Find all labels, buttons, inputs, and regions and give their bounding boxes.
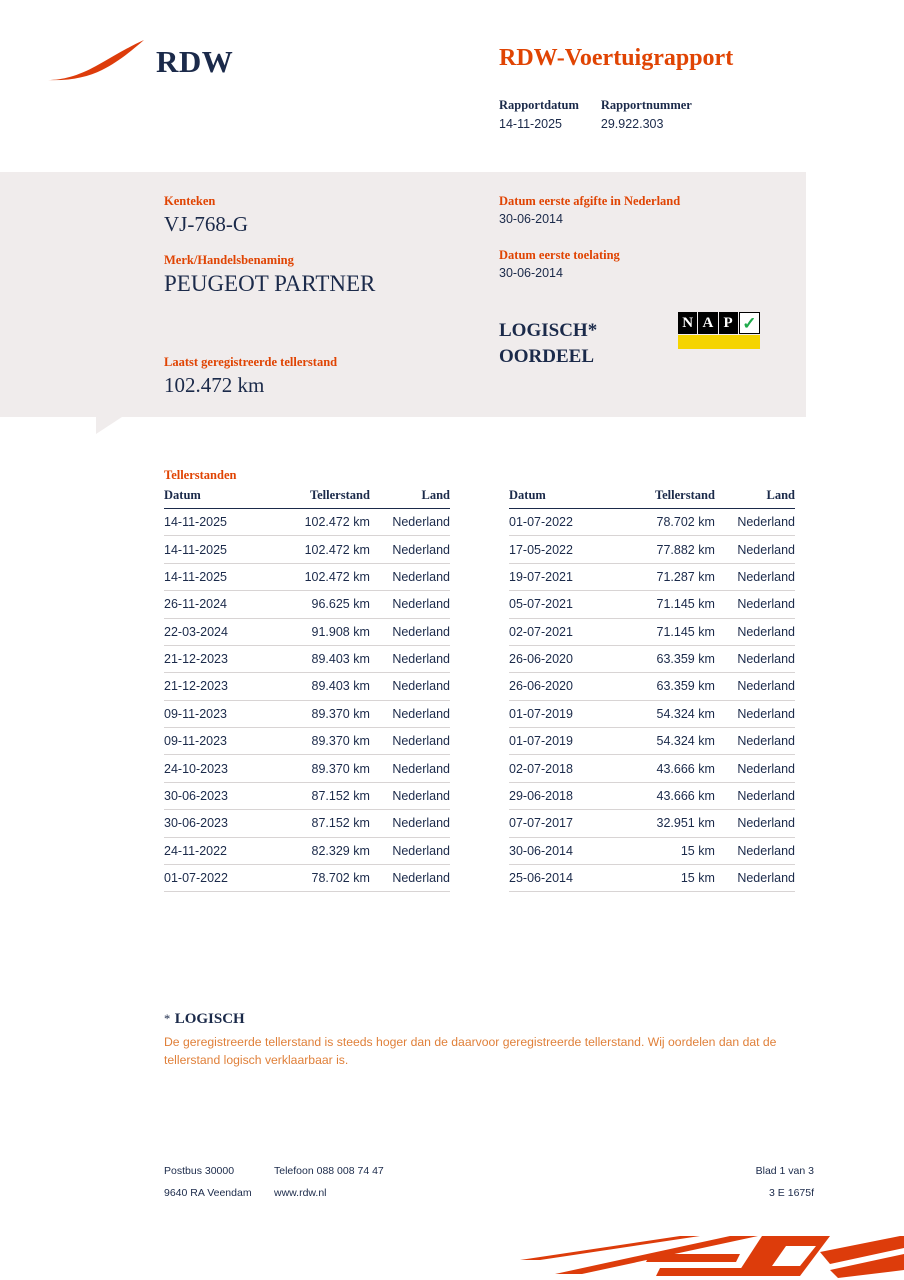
cell-land: Nederland [370,864,450,891]
cell-datum: 02-07-2021 [509,618,623,645]
table-row [164,591,450,618]
footer-plaats: 9640 RA Veendam [164,1187,252,1199]
footer-telefoon: Telefoon 088 008 74 47 [274,1165,384,1177]
eerste-afgifte-value: 30-06-2014 [499,212,563,226]
cell-tellerstand: 82.329 km [278,837,370,864]
laatst-tellerstand-block [164,355,337,398]
table-row [164,673,450,700]
table-body-left [164,509,450,892]
cell-land: Nederland [715,810,795,837]
table-row [164,755,450,782]
table-row [509,810,795,837]
cell-datum: 09-11-2023 [164,728,278,755]
document-header [0,0,904,172]
cell-tellerstand: 54.324 km [623,700,715,727]
cell-land: Nederland [370,782,450,809]
cell-tellerstand: 32.951 km [623,810,715,837]
cell-tellerstand: 15 km [623,837,715,864]
rapportdatum-value: 14-11-2025 [499,117,563,131]
rapportnummer-block [601,98,692,131]
table-header-row [509,488,795,509]
cell-tellerstand: 87.152 km [278,810,370,837]
nap-letter-a: A [698,312,717,334]
logisch-footnote [164,1010,824,1069]
cell-datum: 21-12-2023 [164,645,278,672]
footer-decorative-stripes [500,1230,904,1280]
table-row [164,810,450,837]
cell-datum: 22-03-2024 [164,618,278,645]
kenteken-label: Kenteken [164,194,216,208]
laatst-tellerstand-value: 102.472 km [164,373,265,397]
table-row [509,673,795,700]
cell-land: Nederland [715,782,795,809]
cell-land: Nederland [715,509,795,536]
kenteken-value: VJ-768-G [164,212,248,236]
cell-land: Nederland [715,618,795,645]
oordeel-line-2: OORDEEL [499,345,595,367]
rapportnummer-value: 29.922.303 [600,117,664,131]
rdw-flame-logo-icon [44,36,152,88]
rdw-logo [44,36,233,88]
table-row [164,864,450,891]
cell-datum: 17-05-2022 [509,536,623,563]
cell-datum: 01-07-2022 [509,509,623,536]
cell-land: Nederland [715,536,795,563]
cell-tellerstand: 77.882 km [623,536,715,563]
cell-tellerstand: 89.370 km [278,700,370,727]
cell-land: Nederland [715,591,795,618]
cell-tellerstand: 78.702 km [623,509,715,536]
cell-tellerstand: 71.287 km [623,563,715,590]
cell-datum: 14-11-2025 [164,536,278,563]
cell-land: Nederland [370,700,450,727]
table-row [509,728,795,755]
nap-badge [678,312,760,350]
table-row [509,536,795,563]
footnote-asterisk: * [164,1012,171,1026]
cell-land: Nederland [370,509,450,536]
eerste-toelating-label: Datum eerste toelating [499,248,620,262]
cell-datum: 14-11-2025 [164,509,278,536]
cell-land: Nederland [715,700,795,727]
table-row [509,837,795,864]
column-header-datum: Datum [509,488,623,509]
cell-datum: 07-07-2017 [509,810,623,837]
cell-datum: 29-06-2018 [509,782,623,809]
page-footer [0,1165,904,1209]
table-row [509,563,795,590]
table-row [509,591,795,618]
oordeel-block [499,318,597,369]
table-row [509,864,795,891]
merk-value: PEUGEOT PARTNER [164,271,376,296]
cell-tellerstand: 54.324 km [623,728,715,755]
cell-datum: 24-10-2023 [164,755,278,782]
cell-datum: 25-06-2014 [509,864,623,891]
table-row [164,563,450,590]
cell-tellerstand: 78.702 km [278,864,370,891]
tellerstanden-title: Tellerstanden [164,468,237,482]
eerste-afgifte-label: Datum eerste afgifte in Nederland [499,194,681,208]
table-row [164,645,450,672]
cell-land: Nederland [715,837,795,864]
cell-land: Nederland [370,755,450,782]
oordeel-line-1: LOGISCH* [499,320,598,341]
footnote-text: De geregistreerde tellerstand is steeds hoger dan de daarvoor geregistreerde tellerstand. Wij oordelen dan dat de tellerstand logisch verklaarbaar is. [164,1035,777,1067]
table-row [164,782,450,809]
cell-datum: 24-11-2022 [164,837,278,864]
cell-tellerstand: 71.145 km [623,591,715,618]
cell-datum: 09-11-2023 [164,700,278,727]
cell-datum: 21-12-2023 [164,673,278,700]
table-row [509,755,795,782]
cell-land: Nederland [370,591,450,618]
rapportdatum-label: Rapportdatum [499,98,579,112]
rapportdatum-block [499,98,579,131]
cell-datum: 02-07-2018 [509,755,623,782]
cell-tellerstand: 102.472 km [278,563,370,590]
nap-letter-p: P [719,312,738,334]
cell-land: Nederland [370,837,450,864]
table-row [164,618,450,645]
cell-land: Nederland [715,563,795,590]
summary-right-column [499,194,799,280]
table-row [164,837,450,864]
cell-datum: 01-07-2019 [509,728,623,755]
report-meta [499,98,714,131]
cell-datum: 30-06-2023 [164,782,278,809]
table-row [509,782,795,809]
check-mark-icon: ✓ [739,312,760,334]
cell-tellerstand: 89.370 km [278,755,370,782]
rapportnummer-label: Rapportnummer [600,98,692,112]
cell-tellerstand: 63.359 km [623,673,715,700]
cell-datum: 14-11-2025 [164,563,278,590]
panel-corner-notch [96,417,122,434]
cell-tellerstand: 102.472 km [278,536,370,563]
cell-tellerstand: 89.370 km [278,728,370,755]
nap-yellow-bar [678,335,760,349]
tellerstanden-table-left [164,488,450,892]
cell-datum: 26-06-2020 [509,645,623,672]
cell-land: Nederland [715,755,795,782]
column-header-land: Land [715,488,795,509]
summary-left-column [164,194,464,297]
rdw-logo-text: RDW [156,44,234,79]
cell-datum: 26-06-2020 [509,673,623,700]
cell-datum: 19-07-2021 [509,563,623,590]
column-header-tellerstand: Tellerstand [623,488,715,509]
table-row [164,509,450,536]
cell-datum: 01-07-2019 [509,700,623,727]
cell-land: Nederland [370,645,450,672]
nap-letter-n: N [678,312,697,334]
cell-datum: 30-06-2023 [164,810,278,837]
table-row [164,728,450,755]
table-row [509,645,795,672]
footer-website[interactable]: www.rdw.nl [274,1187,327,1199]
laatst-tellerstand-label: Laatst geregistreerde tellerstand [164,355,338,369]
table-row [509,618,795,645]
table-header-row [164,488,450,509]
eerste-toelating-value: 30-06-2014 [499,266,563,280]
cell-land: Nederland [715,728,795,755]
table-row [509,700,795,727]
cell-tellerstand: 15 km [623,864,715,891]
merk-label: Merk/Handelsbenaming [164,253,294,267]
page-title: RDW-Voertuigrapport [499,45,734,71]
vehicle-summary-panel [0,172,806,417]
cell-land: Nederland [370,618,450,645]
footer-blad: Blad 1 van 3 [755,1165,814,1177]
cell-land: Nederland [370,728,450,755]
cell-datum: 05-07-2021 [509,591,623,618]
cell-land: Nederland [715,864,795,891]
cell-land: Nederland [370,536,450,563]
cell-tellerstand: 43.666 km [623,782,715,809]
cell-tellerstand: 89.403 km [278,645,370,672]
cell-tellerstand: 89.403 km [278,673,370,700]
table-row [164,700,450,727]
cell-tellerstand: 96.625 km [278,591,370,618]
tellerstanden-table-right [509,488,795,892]
cell-datum: 26-11-2024 [164,591,278,618]
cell-land: Nederland [370,673,450,700]
footer-postbus: Postbus 30000 [164,1165,235,1177]
table-row [164,536,450,563]
footnote-heading: LOGISCH [174,1011,245,1027]
column-header-datum: Datum [164,488,278,509]
cell-tellerstand: 63.359 km [623,645,715,672]
column-header-land: Land [370,488,450,509]
cell-land: Nederland [370,563,450,590]
cell-tellerstand: 87.152 km [278,782,370,809]
cell-datum: 01-07-2022 [164,864,278,891]
cell-tellerstand: 71.145 km [623,618,715,645]
table-body-right [509,509,795,892]
cell-land: Nederland [715,645,795,672]
cell-tellerstand: 91.908 km [278,618,370,645]
cell-tellerstand: 43.666 km [623,755,715,782]
column-header-tellerstand: Tellerstand [278,488,370,509]
footer-code: 3 E 1675f [769,1187,814,1199]
table-row [509,509,795,536]
cell-datum: 30-06-2014 [509,837,623,864]
cell-land: Nederland [715,673,795,700]
cell-tellerstand: 102.472 km [278,509,370,536]
cell-land: Nederland [370,810,450,837]
